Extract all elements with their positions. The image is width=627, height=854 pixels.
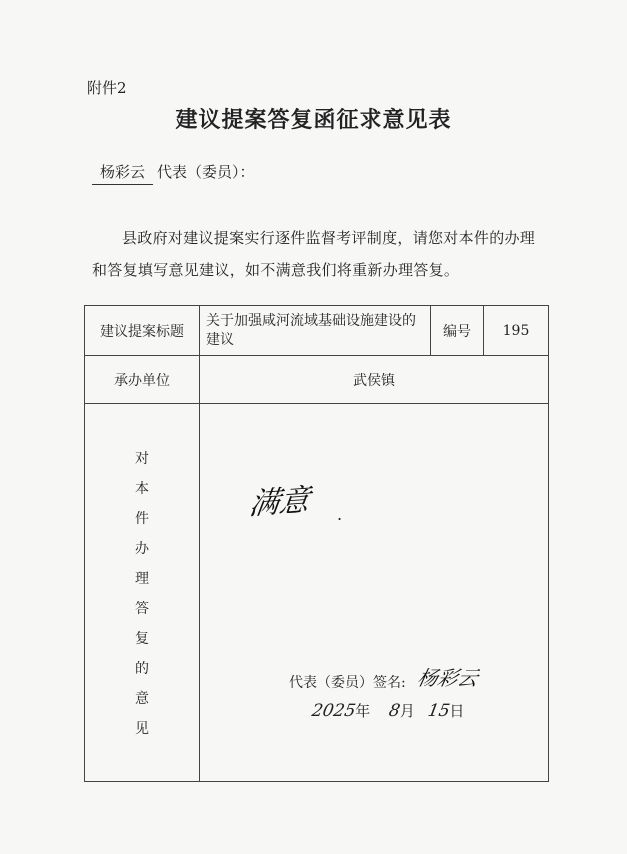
opinion-label-char: 意 — [135, 691, 149, 707]
date-day-unit: 日 — [449, 702, 465, 720]
opinion-label-char: 理 — [135, 571, 149, 587]
opinion-label-char: 件 — [135, 511, 149, 527]
opinion-label-char: 答 — [135, 601, 149, 617]
signature-label: 代表（委员）签名: — [289, 675, 406, 691]
date-day: 15 — [425, 701, 452, 721]
handwritten-opinion: 满意 — [247, 482, 312, 523]
date-month-unit: 月 — [399, 702, 415, 720]
handwritten-signature: 杨彩云 — [415, 666, 481, 690]
representative-name: 杨彩云 — [92, 161, 153, 185]
handwritten-dot: . — [337, 505, 343, 524]
number-label: 编号 — [431, 306, 484, 356]
date-month: 8 — [387, 701, 402, 721]
attachment-label: 附件2 — [87, 79, 127, 97]
opinion-label-char: 的 — [135, 661, 149, 677]
opinion-label-char: 见 — [135, 721, 149, 737]
opinion-label-char: 办 — [135, 541, 149, 557]
date-year-unit: 年 — [355, 702, 371, 720]
opinion-label — [85, 404, 200, 782]
opinion-row — [85, 404, 549, 782]
unit-label: 承办单位 — [85, 356, 200, 404]
greeting — [92, 161, 255, 185]
unit-value: 武侯镇 — [200, 356, 549, 404]
opinion-label-char: 本 — [135, 481, 149, 497]
page-title: 建议提案答复函征求意见表 — [175, 107, 452, 133]
signature-date — [312, 700, 464, 721]
title-label: 建议提案标题 — [85, 306, 200, 356]
opinion-label-char: 对 — [135, 451, 149, 467]
title-value: 关于加强咸河流域基础设施建设的建议 — [200, 306, 431, 356]
intro-paragraph: 县政府对建议提案实行逐件监督考评制度，请您对本件的办理和答复填写意见建议，如不满意我们将重新办理答复。 — [92, 229, 536, 279]
unit-row — [85, 356, 549, 404]
representative-role: 代表（委员）： — [157, 163, 255, 181]
number-value: 195 — [484, 306, 549, 356]
date-year: 2025 — [310, 701, 358, 721]
opinion-field[interactable] — [200, 404, 549, 782]
title-row — [85, 306, 549, 356]
opinion-label-char: 复 — [135, 631, 149, 647]
